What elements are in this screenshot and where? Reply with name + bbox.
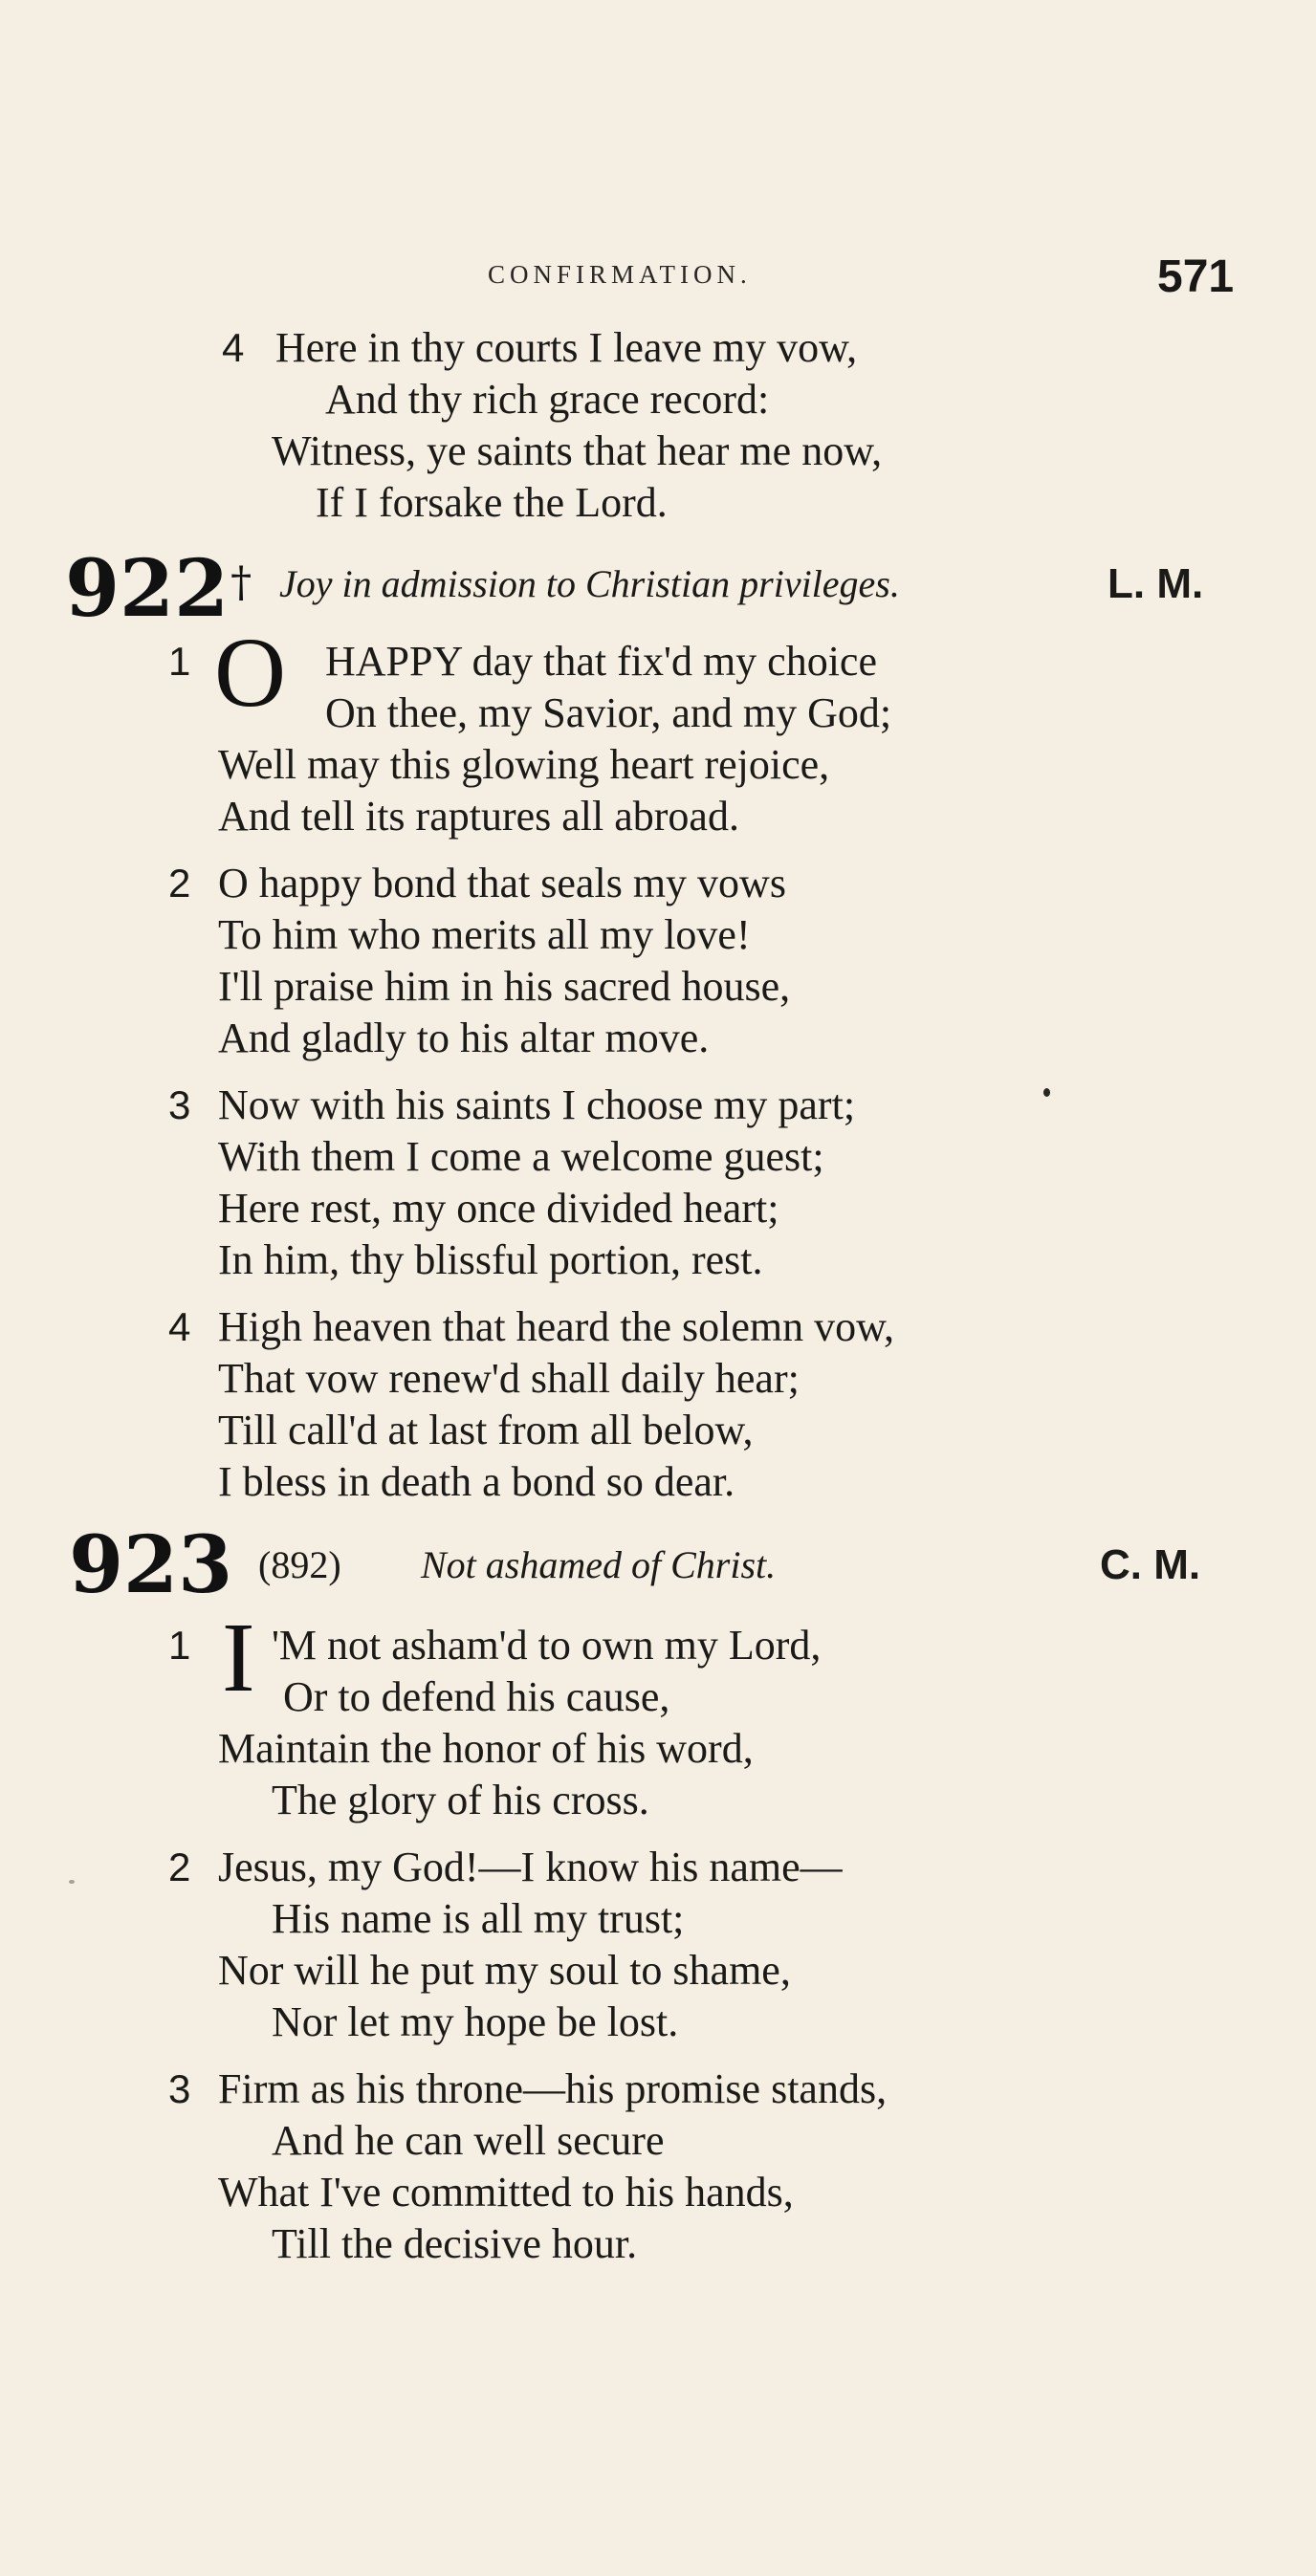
hymn-number-text: 923 — [69, 1519, 233, 1611]
verse-line: Here rest, my once divided heart; — [218, 1185, 779, 1232]
verse-number: 1 — [168, 639, 191, 684]
running-head: CONFIRMATION. — [488, 260, 752, 289]
verse-line: O happy bond that seals my vows — [218, 860, 786, 906]
verse-line: High heaven that heard the solemn vow, — [218, 1303, 895, 1350]
verse-line: To him who merits all my love! — [218, 911, 751, 958]
verse-line: What I've committed to his hands, — [218, 2169, 794, 2216]
hymn-title: Joy in admission to Christian privileges. — [279, 562, 900, 605]
verse-line: Here in thy courts I leave my vow, — [275, 324, 858, 371]
verse-line: Jesus, my God!—I know his name— — [218, 1844, 843, 1890]
hymn-meter: C. M. — [1100, 1541, 1201, 1588]
verse-line: The glory of his cross. — [272, 1777, 649, 1823]
verse-line: HAPPY day that fix'd my choice — [325, 638, 877, 685]
hymn-title: Not ashamed of Christ. — [421, 1543, 777, 1586]
drop-cap: O — [214, 618, 287, 728]
verse-number: 1 — [168, 1623, 191, 1668]
verse-line: Or to defend his cause, — [283, 1673, 670, 1720]
verse-line: And tell its raptures all abroad. — [218, 793, 739, 840]
verse-line: Now with his saints I choose my part; — [218, 1081, 856, 1128]
verse-line: I'll praise him in his sacred house, — [218, 963, 791, 1010]
verse-line: In him, thy blissful portion, rest. — [218, 1236, 763, 1283]
verse-line: Witness, ye saints that hear me now, — [272, 427, 883, 474]
verse-line: That vow renew'd shall daily hear; — [218, 1355, 800, 1402]
verse-line: On thee, my Savior, and my God; — [325, 689, 892, 736]
verse-line: And he can well secure — [272, 2117, 665, 2164]
verse-line: And thy rich grace record: — [325, 376, 770, 423]
dagger-mark: † — [230, 558, 252, 607]
verse-line: I bless in death a bond so dear. — [218, 1458, 735, 1505]
verse-line: Till call'd at last from all below, — [218, 1407, 754, 1453]
hymn-reference: (892) — [258, 1543, 341, 1586]
verse-line: With them I come a welcome guest; — [218, 1133, 824, 1180]
hymn-meter: L. M. — [1108, 560, 1204, 607]
verse-line: Maintain the honor of his word, — [218, 1725, 754, 1772]
verse-number: 4 — [168, 1304, 191, 1349]
verse-number: 3 — [168, 1082, 191, 1127]
hymn-number-text: 922 — [65, 543, 230, 635]
verse-line: Nor let my hope be lost. — [272, 1998, 679, 2045]
verse-number: 2 — [168, 861, 191, 906]
verse-line: 'M not asham'd to own my Lord, — [272, 1622, 822, 1669]
verse-line: And gladly to his altar move. — [218, 1015, 710, 1061]
hymn-number — [69, 1519, 233, 1611]
print-speck — [1043, 1088, 1050, 1097]
verse-line: Firm as his throne—his promise stands, — [218, 2065, 888, 2112]
verse-line: His name is all my trust; — [272, 1895, 685, 1942]
verse-number: 4 — [222, 325, 245, 370]
page-number: 571 — [1157, 251, 1235, 302]
verse-line: Till the decisive hour. — [272, 2220, 638, 2267]
verse-line: Nor will he put my soul to shame, — [218, 1947, 791, 1994]
verse-number: 3 — [168, 2066, 191, 2111]
drop-cap: I — [222, 1603, 255, 1713]
print-speck — [69, 1880, 75, 1884]
verse-line: If I forsake the Lord. — [316, 479, 668, 526]
verse-line: Well may this glowing heart rejoice, — [218, 741, 830, 788]
verse-number: 2 — [168, 1845, 191, 1889]
